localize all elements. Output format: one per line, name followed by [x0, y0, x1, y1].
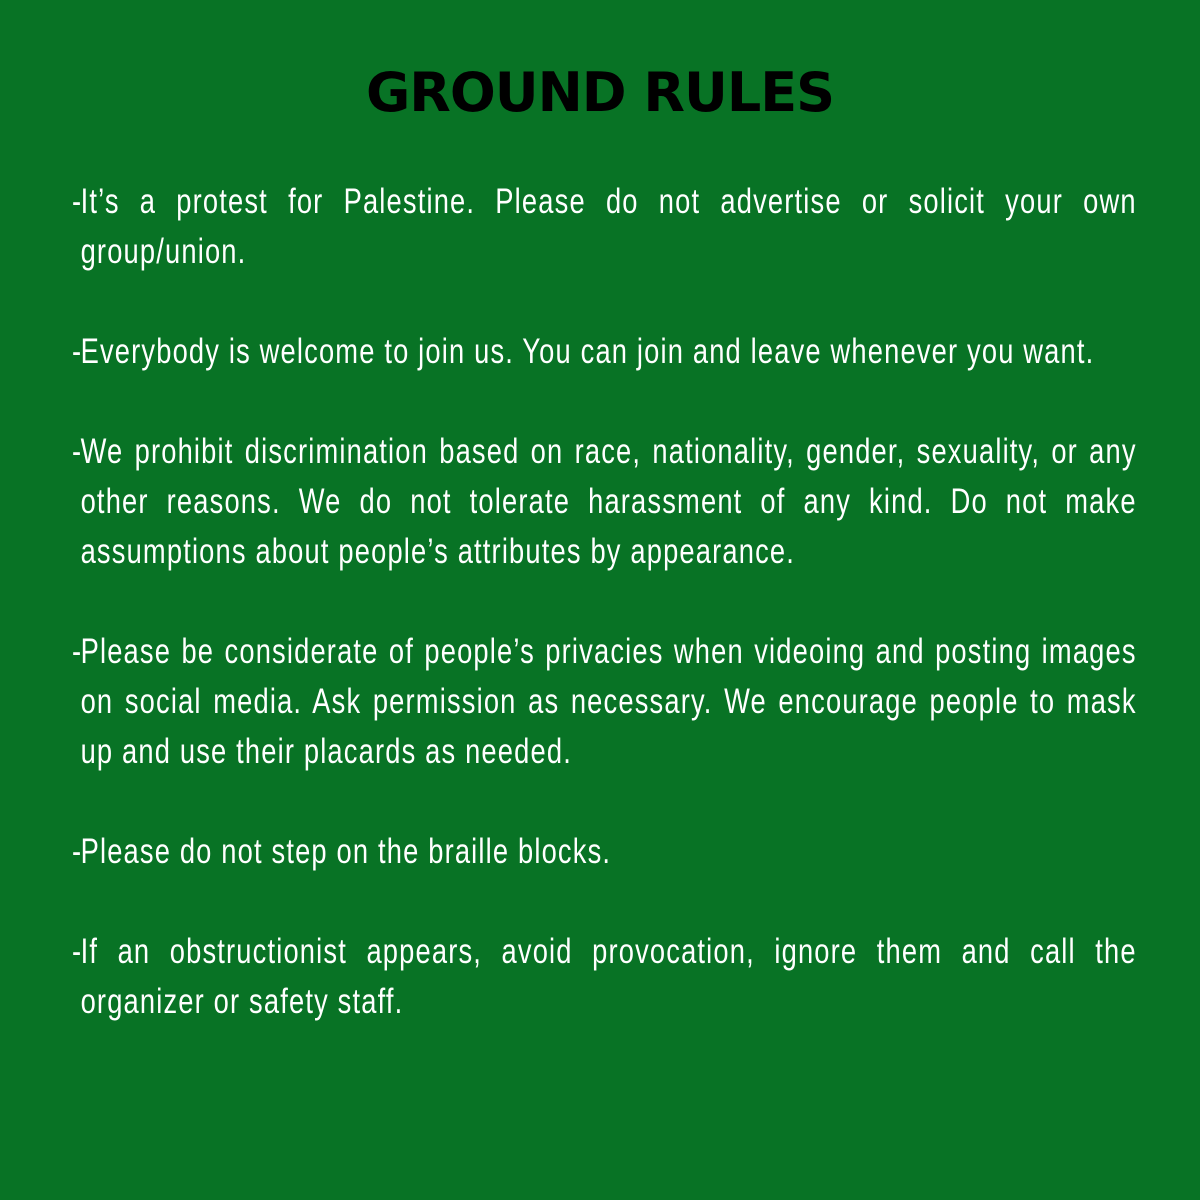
- rule-item-no-discrimination: [72, 427, 1137, 577]
- rule-text: Please be considerate of people’s privacies when videoing and posting images on social media. Ask permission as necessary. We encourage people to mask up and use their placards as needed.: [80, 632, 1137, 771]
- rule-bullet: -: [72, 332, 83, 371]
- rule-item-no-advertising: [72, 177, 1137, 277]
- rule-text: Everybody is welcome to join us. You can join and leave whenever you want.: [80, 332, 1095, 371]
- rule-bullet: -: [72, 432, 83, 471]
- rule-text: If an obstructionist appears, avoid provocation, ignore them and call the organizer or safety staff.: [80, 932, 1137, 1021]
- rule-text: We prohibit discrimination based on race, nationality, gender, sexuality, or any other reasons. We do not tolerate harassment of any kind. Do not make assumptions about people’s attributes by appearance.: [80, 432, 1137, 571]
- rule-item-privacy: [72, 627, 1137, 777]
- rule-text: It’s a protest for Palestine. Please do not advertise or solicit your own group/union.: [80, 182, 1137, 271]
- rule-bullet: -: [72, 182, 83, 221]
- rule-bullet: -: [72, 632, 83, 671]
- poster-title: GROUND RULES: [365, 61, 835, 124]
- rule-item-everybody-welcome: [72, 327, 1137, 377]
- rules-list: [72, 177, 1137, 1077]
- rule-bullet: -: [72, 832, 83, 871]
- rule-bullet: -: [72, 932, 83, 971]
- rule-item-obstructionist: [72, 927, 1137, 1027]
- rule-text: Please do not step on the braille blocks.: [80, 832, 612, 871]
- rule-item-braille-blocks: [72, 827, 1137, 877]
